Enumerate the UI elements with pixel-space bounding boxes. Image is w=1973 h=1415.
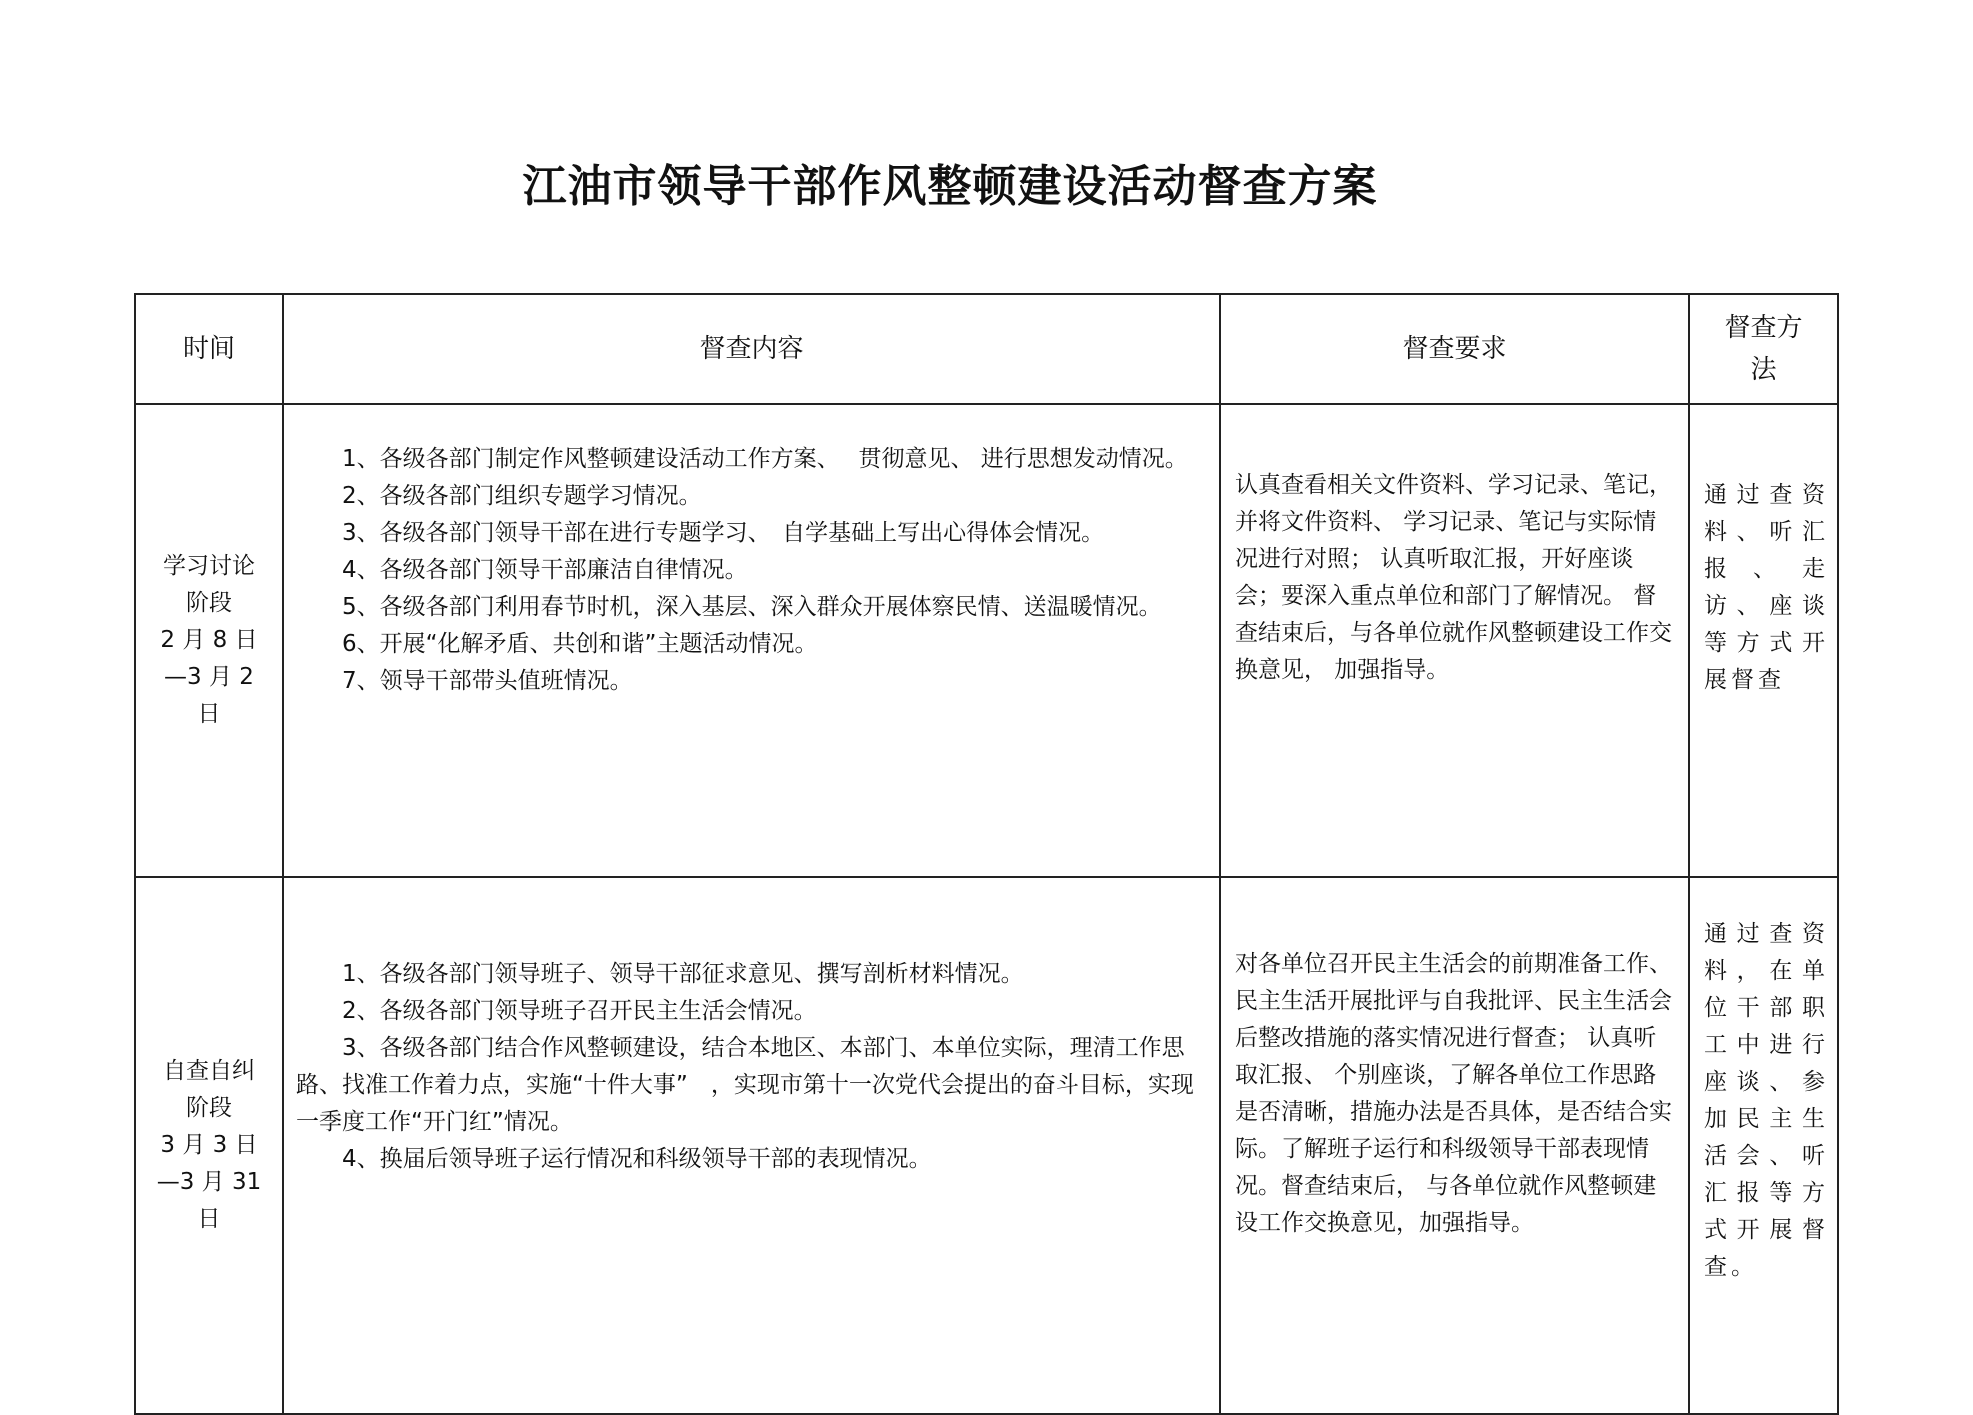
date-range-end-suffix: 日 xyxy=(197,701,221,727)
stage-suffix: 阶段 xyxy=(186,590,232,616)
content-cell xyxy=(283,404,1220,877)
header-requirements: 督查要求 xyxy=(1220,294,1689,404)
content-item: 6、开展“化解矛盾、共创和谐”主题活动情况。 xyxy=(342,631,818,657)
content-item: 1、各级各部门制定作风整顿建设活动工作方案、 贯彻意见、 进行思想发动情况。 xyxy=(342,446,1188,472)
inspection-plan-table xyxy=(134,293,1839,1415)
date-range-end: —3 月 2 xyxy=(164,664,254,690)
content-cell xyxy=(283,877,1220,1414)
header-method: 督查方 法 xyxy=(1689,294,1838,404)
content-item: 3、各级各部门领导干部在进行专题学习、 自学基础上写出心得体会情况。 xyxy=(342,520,1105,546)
time-cell xyxy=(135,877,283,1414)
table-row xyxy=(135,404,1838,877)
date-range-start: 2 月 8 日 xyxy=(160,627,258,653)
table-header-row xyxy=(135,294,1838,404)
date-range-end-suffix: 日 xyxy=(197,1206,221,1232)
requirements-cell: 对各单位召开民主生活会的前期准备工作、民主生活开展批评与自我批评、民主生活会后整改措施的落实情况进行督查； 认真听取汇报、 个别座谈，了解各单位工作思路是否清晰，措施办法是否具体，是否结合实际。了解班子运行和科级领导干部表现情况。督查结束后， 与各单位就作风整顿建设工作交换意见，加强指导。 xyxy=(1220,877,1689,1414)
content-item: 7、领导干部带头值班情况。 xyxy=(342,668,633,694)
stage-name: 学习讨论 xyxy=(163,553,255,579)
table-row xyxy=(135,877,1838,1414)
date-range-start: 3 月 3 日 xyxy=(160,1132,258,1158)
header-time: 时间 xyxy=(135,294,283,404)
stage-suffix: 阶段 xyxy=(186,1095,232,1121)
date-range-end: —3 月 31 xyxy=(156,1169,262,1195)
time-cell xyxy=(135,404,283,877)
method-cell: 通过查资料、听汇报、走访、座谈等方式开展督查 xyxy=(1689,404,1838,877)
header-content: 督查内容 xyxy=(283,294,1220,404)
stage-name: 自查自纠 xyxy=(163,1058,255,1084)
content-item: 4、换届后领导班子运行情况和科级领导干部的表现情况。 xyxy=(342,1146,932,1172)
content-item: 2、各级各部门组织专题学习情况。 xyxy=(342,483,702,509)
content-item: 5、各级各部门利用春节时机，深入基层、深入群众开展体察民情、送温暖情况。 xyxy=(342,594,1162,620)
method-cell: 通过查资料，在单位干部职工中进行座谈、参加民主生活会、听汇报等方式开展督查。 xyxy=(1689,877,1838,1414)
content-item: 3、各级各部门结合作风整顿建设，结合本地区、本部门、本单位实际，理清工作思路、找准工作着力点，实施“十件大事” ，实现市第十一次党代会提出的奋斗目标，实现一季度工作“开门红”情况。 xyxy=(296,1035,1194,1135)
content-item: 2、各级各部门领导班子召开民主生活会情况。 xyxy=(342,998,817,1024)
content-item: 1、各级各部门领导班子、领导干部征求意见、撰写剖析材料情况。 xyxy=(342,961,1024,987)
document-title: 江油市领导干部作风整顿建设活动督查方案 xyxy=(522,161,1378,212)
content-item: 4、各级各部门领导干部廉洁自律情况。 xyxy=(342,557,748,583)
requirements-cell: 认真查看相关文件资料、学习记录、笔记，并将文件资料、 学习记录、笔记与实际情况进行对照； 认真听取汇报，开好座谈会；要深入重点单位和部门了解情况。 督查结束后，与各单位就作风整顿建设工作交换意见， 加强指导。 xyxy=(1220,404,1689,877)
